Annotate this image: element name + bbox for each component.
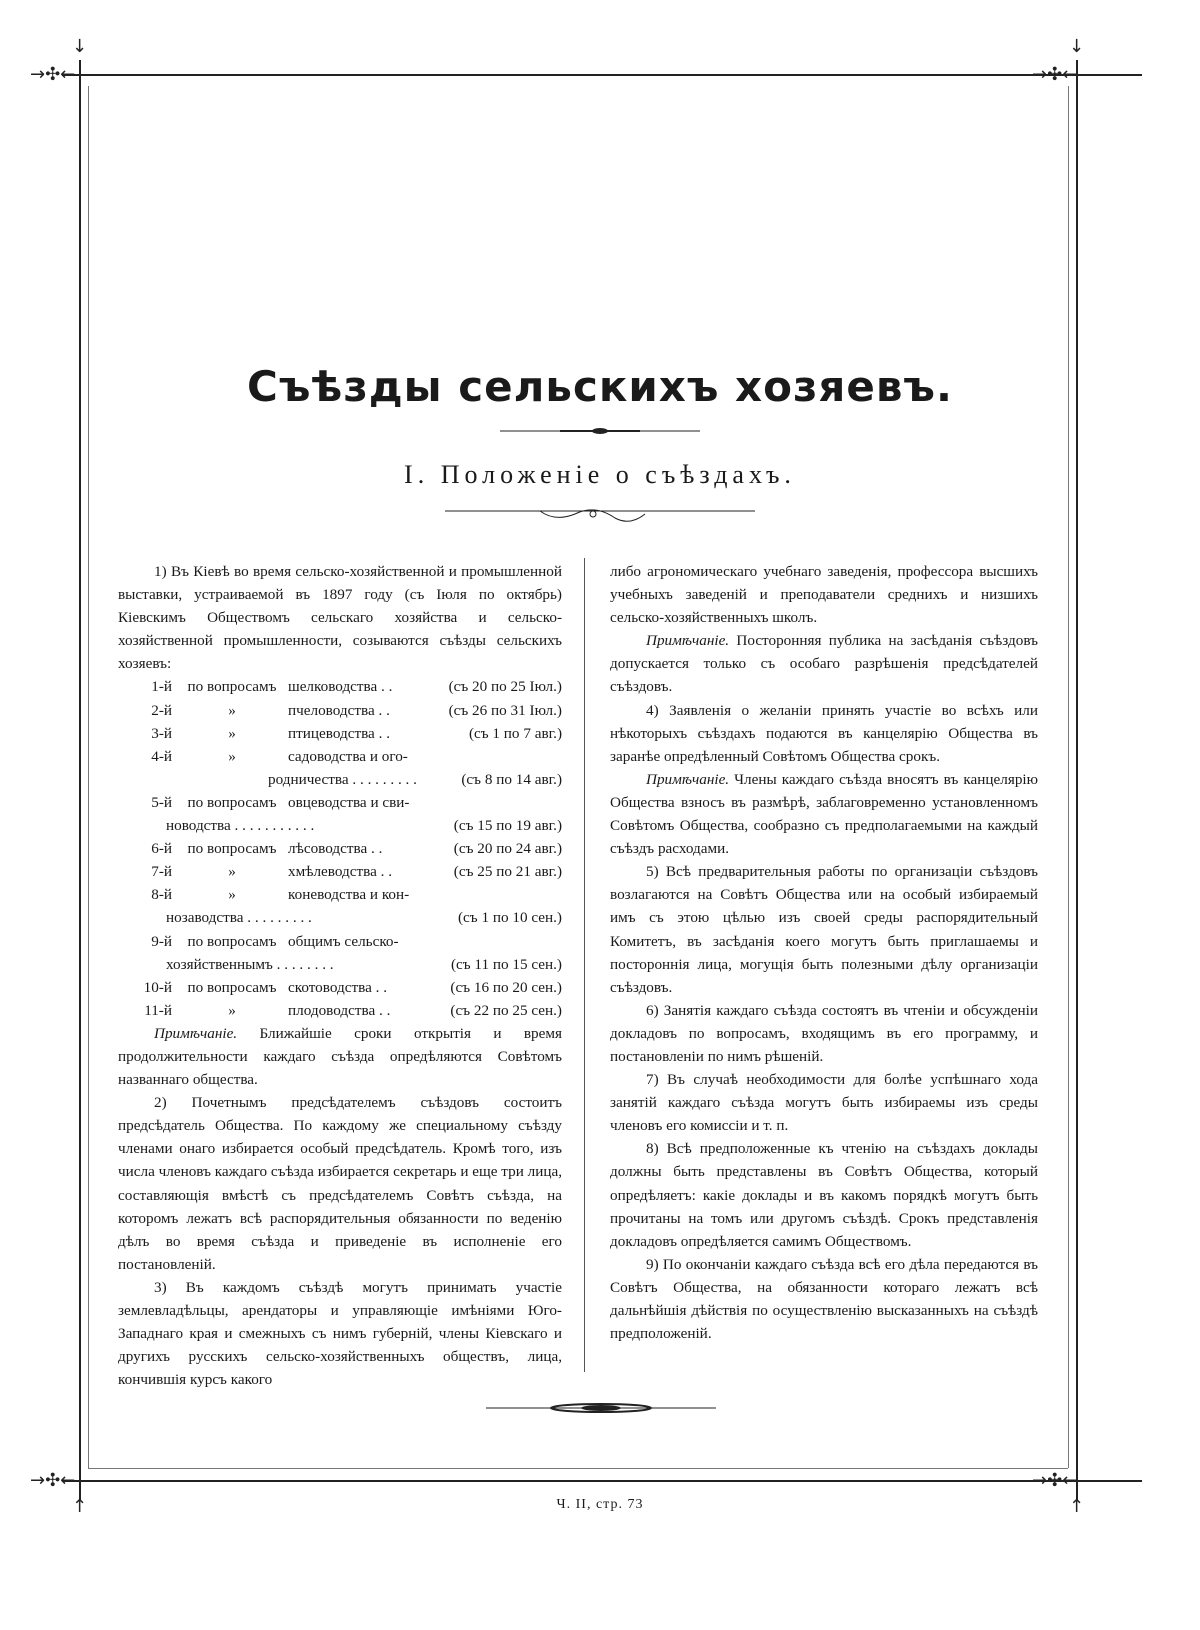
note-label: Примѣчанiе. <box>154 1024 238 1042</box>
schedule-row: 10-й по вопросамъ скотоводства . . (съ 16 по 20 сен.) <box>143 978 562 996</box>
schedule-row: 6-й по вопросамъ лѣсоводства . . (съ 20 по 24 авг.) <box>151 840 562 858</box>
frame-inner-right <box>1068 86 1069 1468</box>
paragraph-2: 2) Почетнымъ предсѣдателемъ съѣздовъ состоитъ предсѣдатель Общества. По каждому же специальному съѣзду членами онаго избирается особый предсѣдатель. Кромѣ того, изъ числа членовъ каждаго съѣзда избирается секретарь и еще три лица, составляющiя вмѣстѣ съ предсѣдателемъ Совѣтъ съѣзда, на которомъ лежатъ всѣ распорядительныя обязанности по веденiю дѣлъ во время съѣзда и приведенiе въ исполненiе его постановленiй. <box>118 1094 562 1273</box>
subtitle-divider-ornament-icon <box>445 502 755 528</box>
paragraph-3: 3) Въ каждомъ съѣздѣ могутъ принимать участiе землевладѣльцы, арендаторы и управляющiе имѣнiями Юго-Западнаго края и смежныхъ съ нимъ губернiй, члены Кiевскаго и другихъ русскихъ сельско-хозяйственныхъ обществъ, лица, кончившiя курсъ какого <box>118 1278 562 1389</box>
paragraph-3-continued: либо агрономическаго учебнаго заведенiя, профессора высшихъ учебныхъ заведенiй и преподаватели среднихъ и низшихъ сельско-хозяйственныхъ школъ. <box>610 563 1038 627</box>
paragraph-1: 1) Въ Кiевѣ во время сельско-хозяйственной и промышленной выставки, устраиваемой въ 1897 году (съ Iюля по октябрь) Кiевскимъ Обществомъ сельскаго хозяйства и сельско-хозяйственной промышленности, созываются съѣзды сельскихъ хозяевъ: <box>118 563 562 673</box>
schedule-row: нозаводства . . . . . . . . . (съ 1 по 10 сен.) <box>166 909 562 927</box>
schedule-row: 4-й » садоводства и ого- <box>151 747 408 765</box>
frame-inner-bottom <box>88 1468 1068 1469</box>
right-column <box>610 560 1038 1345</box>
schedule-row: 7-й » хмѣлеводства . . (съ 25 по 21 авг.) <box>151 863 562 881</box>
frame-left <box>79 60 81 1500</box>
frame-top <box>62 74 1142 76</box>
corner-ornament-icon: →✣← <box>30 1470 76 1491</box>
paragraph-6: 6) Занятiя каждаго съѣзда состоятъ въ чтенiи и обсужденiи докладовъ по вопросамъ, входящимъ въ его программу, и постановленiи по нимъ рѣшенiй. <box>610 1001 1038 1065</box>
paragraph-5: 5) Всѣ предварительныя работы по организацiи съѣздовъ возлагаются на Совѣтъ Общества или на особый избираемый имъ съ этою цѣлью изъ своей среды распорядительный Комитетъ, въ засѣданiя коего могутъ быть приглашаемы и постороннiя лица, могущiя быть полезными дѣлу организацiи съѣздовъ. <box>610 863 1038 996</box>
section-heading: I. Положенie о съѣздахъ. <box>404 460 796 489</box>
paragraph-8: 8) Всѣ предположенные къ чтенiю на съѣздахъ доклады должны быть представлены въ Совѣтъ Общества, который опредѣляетъ: какiе доклады и въ какомъ порядкѣ могутъ быть прочитаны на томъ или другомъ съѣздѣ. Срокъ представленiя докладовъ опредѣляется самимъ Обществомъ. <box>610 1140 1038 1250</box>
arrow-down-icon: ↓ <box>1069 36 1085 57</box>
schedule-row: новодства . . . . . . . . . . . (съ 15 по 19 авг.) <box>166 817 562 835</box>
bottom-divider-ornament-icon <box>486 1398 716 1418</box>
schedule-row: родничества . . . . . . . . . (съ 8 по 14 авг.) <box>268 770 562 788</box>
schedule-row: 5-й по вопросамъ овцеводства и сви- <box>151 793 410 811</box>
column-divider <box>584 558 585 1372</box>
schedule-row: 2-й » пчеловодства . . (съ 26 по 31 Iюл.) <box>151 701 562 719</box>
arrow-up-icon: ↑ <box>1069 1496 1085 1517</box>
note-3: Примѣчанiе. Члены каждаго съѣзда вносятъ въ канцелярiю Общества взносъ въ размѣрѣ, заблаговременно установленномъ Совѣтомъ Общества, сообразно съ предполагаемыми на каждый съѣздъ расходами. <box>610 770 1038 858</box>
note-2: Примѣчанiе. Посторонняя публика на засѣданiя съѣздовъ допускается только съ особаго разрѣшенiя предсѣдателей съѣздовъ. <box>610 632 1038 696</box>
page-number: Ч. II, стр. 73 <box>556 1497 644 1512</box>
schedule-row: 9-й по вопросамъ общимъ сельско- <box>151 932 399 950</box>
note-1: Примѣчанiе. Ближайшiе сроки открытiя и время продолжительности каждаго съѣзда опредѣляются Совѣтомъ названнаго общества. <box>118 1024 562 1089</box>
schedule-row: 8-й » коневодства и кон- <box>151 886 410 904</box>
arrow-down-icon: ↓ <box>72 36 88 57</box>
left-column <box>118 560 562 1391</box>
paragraph-4: 4) Заявленiя о желанiи принять участiе во всѣхъ или нѣкоторыхъ съѣздахъ подаются въ канцелярiю Общества въ заранѣе опредѣленный Совѣтомъ Общества срокъ. <box>610 701 1038 765</box>
frame-right <box>1076 60 1078 1500</box>
note-label: Примѣчанiе. <box>646 770 730 788</box>
paragraph-9: 9) По окончанiи каждаго съѣзда всѣ его дѣла передаются въ Совѣтъ Общества, на обязанности котораго лежатъ всѣ дальнѣйшiя дѣйствiя по осуществленiю высказанныхъ на съѣздѣ предположенiй. <box>610 1255 1038 1343</box>
frame-inner-left <box>88 86 89 1468</box>
schedule-row: 1-й по вопросамъ шелководства . . (съ 20 по 25 Iюл.) <box>151 678 562 696</box>
corner-ornament-icon: →✣← <box>1032 64 1078 85</box>
schedule-row: хозяйственнымъ . . . . . . . . (съ 11 по 15 сен.) <box>166 955 562 973</box>
page-title: Съѣзды сельскихъ хозяевъ. <box>247 362 953 411</box>
corner-ornament-icon: →✣← <box>1032 1470 1078 1491</box>
frame-bottom <box>62 1480 1142 1482</box>
paragraph-7: 7) Въ случаѣ необходимости для болѣе успѣшнаго хода занятiй каждаго съѣзда могутъ быть избираемы изъ среды членовъ его комиссiи и т. п. <box>610 1071 1038 1135</box>
title-divider-ornament-icon <box>500 424 700 438</box>
schedule-row: 11-й » плодоводства . . (съ 22 по 25 сен.) <box>144 1001 562 1019</box>
arrow-up-icon: ↑ <box>72 1496 88 1517</box>
schedule-row: 3-й » птицеводства . . (съ 1 по 7 авг.) <box>151 724 562 742</box>
note-label: Примѣчанiе. <box>646 632 730 650</box>
corner-ornament-icon: →✣← <box>30 64 76 85</box>
